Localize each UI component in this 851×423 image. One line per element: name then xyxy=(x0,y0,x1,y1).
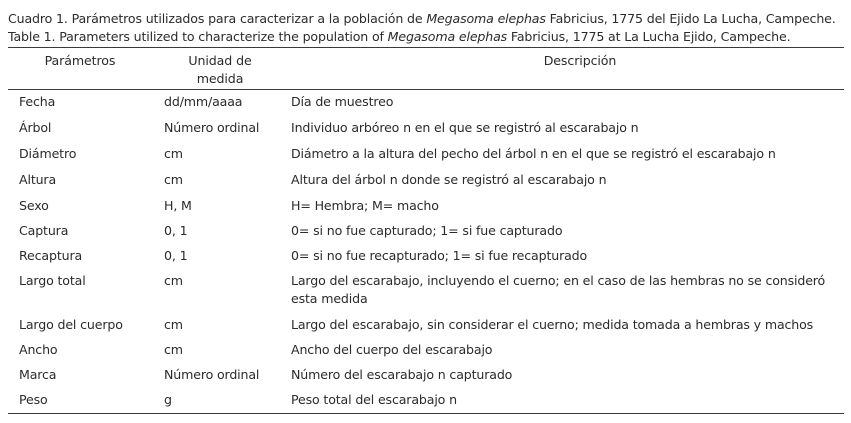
caption-en-species: Megasoma elephas xyxy=(387,29,508,44)
caption-es-prefix: Cuadro 1. Parámetros utilizados para caracterizar a la población de xyxy=(8,11,427,26)
cell-unit: g xyxy=(164,392,172,407)
cell-description: Individuo arbóreo n en el que se registró al escarabajo n xyxy=(291,120,639,135)
header-parametros: Parámetros xyxy=(44,53,116,68)
cell-description: Peso total del escarabajo n xyxy=(291,392,457,407)
cell-unit: Número ordinal xyxy=(164,367,260,382)
cell-parameter: Marca xyxy=(19,367,57,382)
header-unidad xyxy=(160,52,280,88)
header-bottom-rule xyxy=(8,89,844,90)
cell-description: Número del escarabajo n capturado xyxy=(291,367,513,382)
cell-parameter: Sexo xyxy=(19,198,49,213)
cell-description: Altura del árbol n donde se registró al escarabajo n xyxy=(291,172,607,187)
cell-parameter: Recaptura xyxy=(19,248,83,263)
cell-description: Día de muestreo xyxy=(291,94,394,109)
cell-parameter: Ancho xyxy=(19,342,58,357)
cell-unit: cm xyxy=(164,317,183,332)
cell-unit: 0, 1 xyxy=(164,223,188,238)
header-unidad-line1: Unidad de xyxy=(188,53,252,68)
cell-description: Diámetro a la altura del pecho del árbol n en el que se registró el escarabajo n xyxy=(291,146,776,161)
cell-unit: cm xyxy=(164,342,183,357)
header-unidad-line2: medida xyxy=(196,71,244,86)
cell-description: Largo del escarabajo, sin considerar el cuerno; medida tomada a hembras y machos xyxy=(291,317,814,332)
cell-parameter: Largo total xyxy=(19,273,86,288)
cell-parameter: Peso xyxy=(19,392,48,407)
header-descripcion: Descripción xyxy=(543,53,617,68)
table-bottom-rule xyxy=(8,413,844,414)
caption-en-suffix: Fabricius, 1775 at La Lucha Ejido, Campeche. xyxy=(507,29,791,44)
cell-unit: Número ordinal xyxy=(164,120,260,135)
cell-parameter: Altura xyxy=(19,172,57,187)
caption-spanish xyxy=(8,10,848,28)
cell-parameter: Árbol xyxy=(19,120,52,135)
cell-description: 0= si no fue recapturado; 1= si fue recapturado xyxy=(291,248,588,263)
cell-description: Ancho del cuerpo del escarabajo xyxy=(291,342,493,357)
cell-unit: 0, 1 xyxy=(164,248,188,263)
cell-description: Largo del escarabajo, incluyendo el cuerno; en el caso de las hembras no se consideró esta medida xyxy=(291,273,826,306)
cell-parameter: Diámetro xyxy=(19,146,77,161)
cell-parameter: Captura xyxy=(19,223,69,238)
table-top-rule xyxy=(8,47,844,48)
cell-unit: cm xyxy=(164,273,183,288)
cell-parameter: Fecha xyxy=(19,94,56,109)
cell-description: 0= si no fue capturado; 1= si fue capturado xyxy=(291,223,563,238)
caption-english xyxy=(8,28,848,46)
cell-unit: H, M xyxy=(164,198,192,213)
cell-unit: dd/mm/aaaa xyxy=(164,94,243,109)
caption-es-suffix: Fabricius, 1775 del Ejido La Lucha, Campeche. xyxy=(545,11,836,26)
cell-parameter: Largo del cuerpo xyxy=(19,317,123,332)
table-caption xyxy=(8,10,848,46)
cell-unit: cm xyxy=(164,146,183,161)
caption-en-prefix: Table 1. Parameters utilized to characterize the population of xyxy=(8,29,388,44)
caption-es-species: Megasoma elephas xyxy=(426,11,546,26)
cell-description: H= Hembra; M= macho xyxy=(291,198,439,213)
cell-unit: cm xyxy=(164,172,183,187)
